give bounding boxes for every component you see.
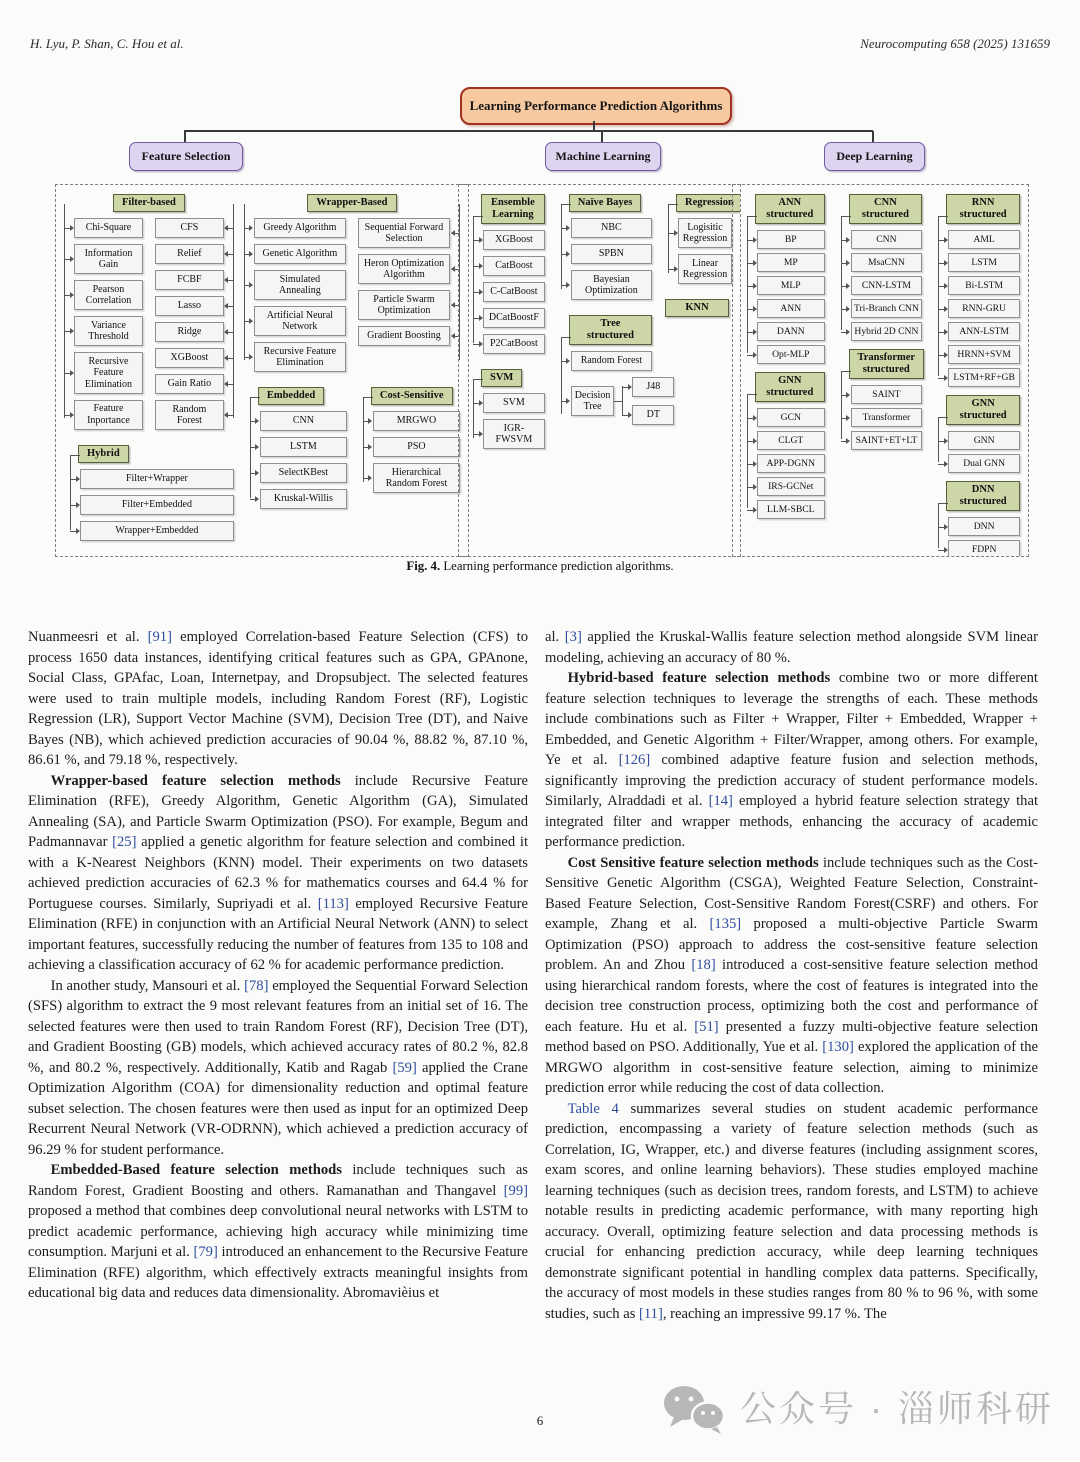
panel-column <box>555 194 661 547</box>
tree-row <box>155 270 224 290</box>
tree-row <box>851 230 923 249</box>
algorithm-node: DNN <box>948 517 1020 536</box>
tree-row <box>757 500 825 519</box>
tree-row <box>948 431 1020 450</box>
citation-link[interactable]: Table 4 <box>567 1100 619 1117</box>
algorithm-node: LLM-SBCL <box>757 500 825 519</box>
tree-row <box>571 218 652 238</box>
algorithm-node: Lasso <box>155 296 224 316</box>
algorithm-node: Gain Ratio <box>155 374 224 394</box>
tree-row <box>757 477 825 496</box>
algorithm-node: Heron Optimization Algorithm <box>358 254 450 284</box>
algorithm-node: GNN <box>948 431 1020 450</box>
category-header: Wrapper-Based <box>307 194 396 212</box>
algorithm-node: SelectKBest <box>260 463 347 483</box>
category-header: GNN structured <box>755 372 825 402</box>
algorithm-node: Decision Tree <box>571 386 615 416</box>
body-text: employed a hybrid feature selection strategy that integrated filter and wrapper methods, enhancing the accuracy of academic performance prediction. <box>545 793 1038 850</box>
tree-row <box>254 244 346 264</box>
journal-ref: Neurocomputing 658 (2025) 131659 <box>860 36 1050 51</box>
tree-row <box>373 411 460 431</box>
tree-row <box>757 276 825 295</box>
category-group <box>662 299 732 317</box>
citation-link[interactable]: [3] <box>564 629 582 645</box>
tree-row <box>74 316 143 346</box>
tree-row <box>483 230 545 250</box>
bold-lead: Embedded-Based feature selection methods <box>50 1162 342 1178</box>
algorithm-node: Sequential Forward Selection <box>358 218 450 248</box>
citation-link[interactable]: [130] <box>822 1039 854 1055</box>
tree-row <box>757 230 825 249</box>
algorithm-node: Random Forest <box>155 400 224 430</box>
algorithm-node: Gradient Boosting <box>358 326 450 346</box>
page-number: 6 <box>536 1413 544 1428</box>
algorithm-node: C-CatBoost <box>483 282 545 302</box>
tree-row <box>155 322 224 342</box>
algorithm-node: Recursive Feature Elimination <box>74 352 143 394</box>
algorithm-node: DT <box>632 405 674 425</box>
tree-row <box>757 431 825 450</box>
algorithm-node: LSTM <box>260 437 347 457</box>
algorithm-node: MsaCNN <box>851 253 923 272</box>
algorithm-node: ANN-LSTM <box>948 322 1020 341</box>
algorithm-node: DCatBoostF <box>483 308 545 328</box>
citation-link[interactable]: [14] <box>708 793 733 809</box>
algorithm-node: RNN-GRU <box>948 299 1020 318</box>
panel-column <box>662 194 732 547</box>
watermark-text: 公众号 · 淄师科研 <box>740 1388 1054 1429</box>
category-header: DNN structured <box>946 481 1020 511</box>
citation-link[interactable]: [126] <box>618 752 651 768</box>
category-header: Filter-based <box>113 194 185 212</box>
tree-row <box>948 230 1020 249</box>
tree-row <box>948 517 1020 536</box>
algorithm-node: LSTM+RF+GB <box>948 368 1020 387</box>
citation-link[interactable]: [11] <box>639 1305 663 1322</box>
body-text: employed the Sequential Forward Selection (SFS) algorithm to extract the 9 most relevant features from an initial set of 16. The selected features were then used to train Random Forest (RF), Decision Tree (DT), and Gradient Boosting (GB) models, which achieved accuracy rates of 80.2 %, 82.8 %, and 80.2 %, respectively. Additionally, Katib and Ragab <box>28 977 528 1076</box>
tree-row <box>254 306 346 336</box>
algorithm-node: Hierarchical Random Forest <box>373 463 460 493</box>
tree-row <box>632 377 674 397</box>
panel-column <box>467 194 545 547</box>
tree-row <box>483 334 545 354</box>
body-text: summarizes several studies on student academic performance prediction, encompassing a variety of feature selection methods (such as Correlation, IG, Wrapper, etc.) and diverse features (including assignment scores, exam scores, and online learning behaviors). These studies employed machine learning techniques (such as decision trees, random forests, and LSTM) to achieve notable results in predicting academic performance, with many reporting high accuracy. Overall, optimizing feature selection and data processing methods is crucial for enhancing prediction accuracy, while deep learning techniques demonstrate significant potential in handling complex data patterns. Specifically, the accuracy of most models in these studies ranges from 80 % to 96 %, with some studies, such as <box>545 1100 1038 1322</box>
body-text: , reaching an impressive 99.17 %. The <box>662 1305 887 1322</box>
algorithm-node: Chi-Square <box>74 218 143 238</box>
algorithm-node: BP <box>757 230 825 249</box>
body-text: include Recursive Feature Elimination (RFE), Greedy Algorithm, Genetic Algorithm (GA), Simulated Annealing (SA), and Particle Swarm Optimization (PSO). For example, Begum and Padmannavar <box>28 772 528 850</box>
algorithm-node: Filter+Embedded <box>80 495 234 515</box>
algorithm-node: Transformer <box>851 408 923 427</box>
tree-row <box>155 218 224 238</box>
algorithm-node: IRS-GCNet <box>757 477 825 496</box>
sub-branch <box>622 377 674 425</box>
bold-lead: Cost Sensitive feature selection methods <box>567 854 819 871</box>
tree-row <box>948 540 1020 557</box>
branch-feature-selection: Feature Selection <box>129 142 243 171</box>
category-group <box>64 445 234 541</box>
body-text: combine two or more different feature selection techniques to leverage the strengths of each. These methods include combinations such as Filter + Wrapper, Filter + Embedded, Wrapper + Embedded, and Genetic Algorithm + Filter/Wrapper, among others. For example, Ye et al. <box>545 670 1038 768</box>
algorithm-node: XGBoost <box>483 230 545 250</box>
connector-line <box>184 130 873 132</box>
tree-row <box>851 408 923 427</box>
tree-row <box>74 218 143 238</box>
body-text: combined adaptive feature fusion and selection methods, significantly improving the prediction accuracy of student performance models. Similarly, Alraddadi et al. <box>545 752 1038 809</box>
branch-machine-learning: Machine Learning <box>545 142 661 171</box>
category-group <box>467 194 545 354</box>
algorithm-node: Particle Swarm Optimization <box>358 290 450 320</box>
paragraph <box>545 627 1038 668</box>
algorithm-node: Logisitic Regression <box>678 218 732 248</box>
category-group <box>932 481 1020 557</box>
algorithm-node: NBC <box>571 218 652 238</box>
category-header: GNN structured <box>946 395 1020 425</box>
algorithm-node: Variance Threshold <box>74 316 143 346</box>
category-header: Regression <box>676 194 741 212</box>
category-group <box>357 387 460 493</box>
category-group <box>932 395 1020 473</box>
tree-row <box>155 244 224 264</box>
text-column-right <box>545 627 1038 1324</box>
body-text: proposed a multi-objective Particle Swarm Optimization (PSO) approach to address the cost-sensitive feature selection problem. An and Zhou <box>545 916 1039 973</box>
category-group <box>555 194 652 300</box>
body-text: include techniques such as the Cost-Sensitive Genetic Algorithm (CSGA), Weighted Feature Selection, Constraint-Based Feature Selection, Cost-Sensitive Random Forest(CSRF) and others. For example, Zhang et al. <box>545 854 1038 932</box>
category-header: SVM <box>481 369 522 387</box>
tree-row <box>851 276 923 295</box>
category-header: Tree structured <box>569 315 652 345</box>
tree-row <box>260 463 347 483</box>
bold-lead: Wrapper-based feature selection methods <box>50 772 341 789</box>
category-header: Hybrid <box>78 445 129 463</box>
body-text: Nuanmeesri et al. <box>28 629 148 645</box>
algorithm-node: J48 <box>632 377 674 397</box>
tree-row <box>948 345 1020 364</box>
citation-link[interactable]: [25] <box>112 834 137 850</box>
algorithm-node: DANN <box>757 322 825 341</box>
deep-learning-panel <box>732 184 1029 557</box>
algorithm-node: PSO <box>373 437 460 457</box>
category-group <box>835 349 923 450</box>
body-text: explored the application of the MRGWO algorithm in cost-sensitive feature selection, aiming to minimize prediction error while reducing the cost of data collection. <box>545 1039 1038 1096</box>
body-text: employed Recursive Feature Elimination (RFE) in conjunction with an Artificial Neural Network (ANN) to select important features, successfully reducing the number of features from 135 to 108 and achieving a classification accuracy of 62 % for academic performance prediction. <box>28 895 528 973</box>
algorithm-node: CatBoost <box>483 256 545 276</box>
tree-row <box>155 296 224 316</box>
tree-row <box>74 280 143 310</box>
category-group <box>932 194 1020 387</box>
tree-row <box>948 454 1020 473</box>
algorithm-node: Recursive Feature Elimination <box>254 342 346 372</box>
category-header: RNN structured <box>946 194 1020 224</box>
tree-row <box>571 244 652 264</box>
figure-caption <box>0 559 1080 574</box>
tree-row <box>757 253 825 272</box>
category-group <box>741 194 825 364</box>
algorithm-node: SAINT+ET+LT <box>851 431 923 450</box>
tree-row <box>632 405 674 425</box>
algorithm-node: Random Forest <box>571 351 652 371</box>
algorithm-node: Tri-Branch CNN <box>851 299 923 318</box>
tree-row <box>948 368 1020 387</box>
tree-row <box>948 299 1020 318</box>
citation-link[interactable]: [91] <box>147 629 172 645</box>
tree-row <box>260 437 347 457</box>
algorithm-node: CNN <box>260 411 347 431</box>
body-text: include techniques such as Random Forest, Gradient Boosting and others. Ramanathan and Thangavel <box>28 1162 528 1199</box>
category-group <box>244 194 460 372</box>
category-group <box>64 194 234 430</box>
tree-row <box>358 218 450 248</box>
category-header: KNN <box>665 299 729 317</box>
body-text: introduced an enhancement to the Recursive Feature Elimination (RFE) algorithm, which effectively extracts meaningful insights from educational big data and reduces data dimensionality. Abromavièius et <box>28 1244 528 1301</box>
tree-row <box>483 282 545 302</box>
body-text: In another study, Mansouri et al. <box>50 977 245 994</box>
tree-row <box>254 270 346 300</box>
algorithm-node: CNN-LSTM <box>851 276 923 295</box>
panel-column <box>741 194 825 547</box>
citation-link[interactable]: [18] <box>691 957 716 973</box>
group-row <box>244 387 460 509</box>
algorithm-node: AML <box>948 230 1020 249</box>
tree-row <box>483 419 545 449</box>
body-text: proposed a method that combines deep convolutional neural networks with LSTM to predict academic performance, achieving high accuracy while minimizing time consumption. Marjuni et al. <box>28 1203 528 1260</box>
paragraph <box>28 771 528 976</box>
panel-column <box>244 194 460 547</box>
algorithm-node: Linear Regression <box>678 254 732 284</box>
wechat-icon <box>662 1383 726 1435</box>
algorithm-node: LSTM <box>948 253 1020 272</box>
algorithm-node: Hybrid 2D CNN <box>851 322 923 341</box>
algorithm-node: Wrapper+Embedded <box>80 521 234 541</box>
body-text: applied the Kruskal-Wallis feature selection method alongside SVM linear modeling, achieving an accuracy of 80 %. <box>545 629 1038 666</box>
algorithm-node: CFS <box>155 218 224 238</box>
tree-row <box>80 495 234 515</box>
tree-row <box>358 326 450 346</box>
tree-row <box>155 348 224 368</box>
tree-row <box>80 521 234 541</box>
algorithm-node: FDPN <box>948 540 1020 557</box>
tree-row <box>483 256 545 276</box>
category-group <box>741 372 825 519</box>
algorithm-node: Ridge <box>155 322 224 342</box>
category-group <box>555 315 661 425</box>
category-header: Naïve Bayes <box>569 194 642 212</box>
algorithm-node: Feature Inportance <box>74 400 143 430</box>
category-header: Ensemble Learning <box>481 194 545 224</box>
algorithm-node: MP <box>757 253 825 272</box>
text-column-left <box>28 627 528 1304</box>
tree-row <box>851 385 923 404</box>
tree-row <box>948 253 1020 272</box>
tree-row <box>74 352 143 394</box>
body-text: introduced a cost-sensitive feature selection method using hierarchical random forests, where the cost of features is integrated into the decision tree construction process, optimizing both the cost and performance of each feature. Hu et al. <box>545 957 1038 1035</box>
figure-caption-text: Learning performance prediction algorithms. <box>440 559 674 573</box>
tree-row <box>74 400 143 430</box>
algorithm-node: Dual GNN <box>948 454 1020 473</box>
tree-row <box>571 270 652 300</box>
body-text: applied a genetic algorithm for feature selection and combined it with a K-Nearest Neighbors (KNN) model. Their experiments on two datasets achieved prediction accuracies of 62.3 % for mathematics courses and 64.4 % for Portuguese courses. Similarly, Supriyadi et al. <box>28 834 528 912</box>
algorithm-node: HRNN+SVM <box>948 345 1020 364</box>
citation-link[interactable]: [78] <box>244 977 269 994</box>
tree-row <box>74 244 143 274</box>
algorithm-node: ANN <box>757 299 825 318</box>
paragraph <box>28 1160 528 1304</box>
tree-row <box>851 322 923 341</box>
tree-row <box>260 411 347 431</box>
algorithm-node: Pearson Correlation <box>74 280 143 310</box>
paragraph <box>28 976 528 1161</box>
category-header: Embedded <box>258 387 324 405</box>
tree-row <box>757 454 825 473</box>
category-header: Cost-Sensitive <box>371 387 453 405</box>
algorithm-node: CLGT <box>757 431 825 450</box>
tree-row <box>80 469 234 489</box>
tree-row <box>155 374 224 394</box>
algorithm-node: XGBoost <box>155 348 224 368</box>
algorithm-node: P2CatBoost <box>483 334 545 354</box>
tree-row <box>948 276 1020 295</box>
algorithm-node: Kruskal-Willis <box>260 489 347 509</box>
body-text: presented a fuzzy multi-objective feature selection method based on PSO. Additionally, Yue et al. <box>545 1018 1038 1055</box>
tree-row <box>851 431 923 450</box>
tree-row <box>483 308 545 328</box>
algorithm-node: SPBN <box>571 244 652 264</box>
algorithm-node: Information Gain <box>74 244 143 274</box>
tree-row <box>254 342 346 372</box>
citation-link[interactable]: [51] <box>694 1018 719 1035</box>
algorithm-node: Bayesian Optimization <box>571 270 652 300</box>
body-text: employed Correlation-based Feature Selection (CFS) to process 1650 data instances, identifying critical features such as GPA, GPAnone, Social Class, GPAfac, Loan, Internetpay, and Dropsubject. The selected features were used to train multiple models, including Random Forest (RF), Logistic Regression (LR), Support Vector Machine (SVM), Decision Tree (DT), and Naive Bayes (NB), which achieved prediction accuracies of 90.04 %, 88.82 %, 87.10 %, 86.61 %, and 79.18 %, respectively. <box>28 629 528 768</box>
tree-row <box>155 400 224 430</box>
citation-link[interactable]: [59] <box>392 1059 417 1076</box>
category-group <box>835 194 923 341</box>
tree-row <box>757 408 825 427</box>
watermark <box>662 1383 1054 1435</box>
panel-column <box>932 194 1020 556</box>
algorithm-node: Genetic Algorithm <box>254 244 346 264</box>
algorithm-node: Relief <box>155 244 224 264</box>
branch-deep-learning: Deep Learning <box>824 142 925 171</box>
authors: H. Lyu, P. Shan, C. Hou et al. <box>30 36 184 51</box>
tree-row <box>757 345 825 364</box>
tree-row <box>260 489 347 509</box>
paragraph <box>28 627 528 771</box>
algorithm-node: IGR-FWSVM <box>483 419 545 449</box>
paragraph <box>545 668 1038 853</box>
machine-learning-panel <box>458 184 741 557</box>
tree-row <box>678 254 732 284</box>
feature-selection-panel <box>55 184 469 557</box>
algorithm-node: Filter+Wrapper <box>80 469 234 489</box>
algorithm-node: Artificial Neural Network <box>254 306 346 336</box>
algorithm-node: Bi-LSTM <box>948 276 1020 295</box>
tree-row <box>851 299 923 318</box>
bold-lead: Hybrid-based feature selection methods <box>567 670 831 686</box>
citation-link[interactable]: [135] <box>709 916 742 932</box>
tree-row <box>571 351 652 371</box>
algorithm-node: MRGWO <box>373 411 460 431</box>
body-text: al. <box>545 629 565 645</box>
panel-column <box>835 194 923 547</box>
paragraph <box>545 853 1038 1099</box>
category-header: ANN structured <box>755 194 825 224</box>
tree-row <box>851 253 923 272</box>
tree-row <box>254 218 346 238</box>
citation-link[interactable]: [113] <box>317 895 349 912</box>
tree-row <box>757 299 825 318</box>
tree-row <box>757 322 825 341</box>
algorithm-node: SVM <box>483 393 545 413</box>
algorithm-node: MLP <box>757 276 825 295</box>
running-head <box>30 36 1050 52</box>
tree-row <box>358 254 450 284</box>
tree-row <box>571 377 661 425</box>
algorithm-node: Simulated Annealing <box>254 270 346 300</box>
tree-row <box>373 437 460 457</box>
tree-row <box>483 393 545 413</box>
category-header: CNN structured <box>849 194 923 224</box>
algorithm-node: SAINT <box>851 385 923 404</box>
algorithm-node: FCBF <box>155 270 224 290</box>
algorithm-node: CNN <box>851 230 923 249</box>
category-group <box>244 387 347 509</box>
algorithm-node: GCN <box>757 408 825 427</box>
algorithm-node: Greedy Algorithm <box>254 218 346 238</box>
tree-row <box>373 463 460 493</box>
figure-caption-label: Fig. 4. <box>406 559 441 573</box>
citation-link[interactable]: [79] <box>193 1244 218 1260</box>
body-text: applied the Crane Optimization Algorithm (COA) for dimensionality reduction and optimal feature subset selection. The chosen features were then used as input for an optimized Deep Recurrent Neural Network (VR-ODRNN), which achieved a prediction accuracy of 96.29 % for student performance. <box>28 1059 528 1158</box>
citation-link[interactable]: [99] <box>503 1182 528 1199</box>
tree-row <box>678 218 732 248</box>
paragraph <box>545 1099 1038 1325</box>
algorithm-node: APP-DGNN <box>757 454 825 473</box>
category-group <box>662 194 732 284</box>
tree-row <box>358 290 450 320</box>
category-group <box>467 369 545 449</box>
algorithm-node: Opt-MLP <box>757 345 825 364</box>
panel-column <box>64 194 234 547</box>
category-header: Transformer structured <box>849 349 924 379</box>
figure-root-node: Learning Performance Prediction Algorithms <box>460 87 732 125</box>
tree-row <box>948 322 1020 341</box>
